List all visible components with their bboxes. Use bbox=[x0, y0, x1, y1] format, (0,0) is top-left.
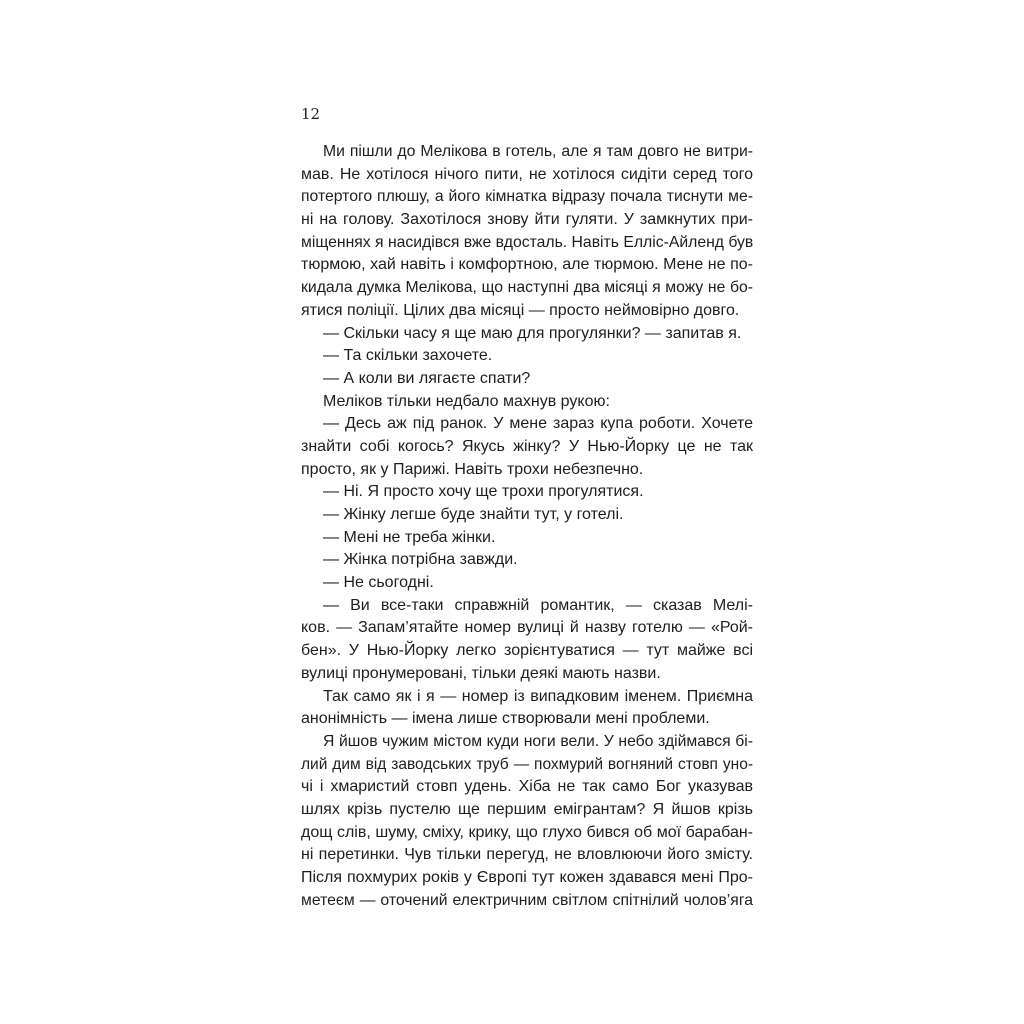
text-line: Меліков тільки недбало махнув рукою: bbox=[323, 392, 610, 410]
text-line: Так само як і я — номер із випадковим іменем. Приємна bbox=[323, 687, 753, 705]
text-line: Після похмурих років у Європі тут кожен здавався мені Про- bbox=[301, 869, 753, 886]
text-line: лий дим від заводських труб — похмурий вогняний стовп уно- bbox=[301, 755, 753, 773]
body-text bbox=[301, 141, 753, 912]
text-line: — Скільки часу я ще маю для прогулянки? — запитав я. bbox=[323, 324, 742, 342]
text-line: — Та скільки захочете. bbox=[323, 347, 493, 365]
text-line: бен». У Нью-Йорку легко зорієнтуватися — тут майже всі bbox=[301, 642, 753, 660]
text-line: — Жінка потрібна завжди. bbox=[323, 551, 518, 569]
text-line: просто, як у Парижі. Навіть трохи небезпечно. bbox=[301, 460, 644, 478]
text-line: Я йшов чужим містом куди ноги вели. У небо здіймався бі- bbox=[323, 732, 753, 750]
text-line: тюрмою, хай навіть і комфортною, але тюрмою. Мене не по- bbox=[301, 256, 753, 274]
text-line: міщеннях я насидівся вже вдосталь. Навіть Елліс-Айленд був bbox=[301, 233, 753, 251]
text-line: кидала думка Мелікова, що наступні два місяці я можу не бо- bbox=[301, 279, 753, 297]
text-line: ні на голову. Захотілося знову йти гуляти. У замкнутих при- bbox=[301, 211, 753, 229]
text-line: ятися поліції. Цілих два місяці — просто неймовірно довго. bbox=[301, 301, 740, 319]
text-line: — Не сьогодні. bbox=[323, 574, 434, 592]
text-line: ні перетинки. Чув тільки перегуд, не вловлюючи його змісту. bbox=[301, 846, 753, 864]
text-line: — Ні. Я просто хочу ще трохи прогулятися. bbox=[323, 483, 644, 501]
text-line: анонімність — імена лише створювали мені проблеми. bbox=[301, 710, 710, 728]
page-number: 12 bbox=[301, 105, 321, 123]
text-line: чі і хмаристий стовп удень. Хіба не так само Бог указував bbox=[301, 778, 753, 796]
text-line: потертого плюшу, а його кімнатка відразу почала тиснути ме- bbox=[301, 188, 753, 206]
text-line: — Жінку легше буде знайти тут, у готелі. bbox=[323, 506, 624, 523]
text-line: — Ви все-таки справжній романтик, — сказав Мелі- bbox=[323, 596, 753, 614]
text-line: — Мені не треба жінки. bbox=[323, 528, 496, 546]
text-line: — А коли ви лягаєте спати? bbox=[323, 369, 531, 387]
text-line: — Десь аж під ранок. У мене зараз купа роботи. Хочете bbox=[323, 415, 753, 433]
text-line: мав. Не хотілося нічого пити, не хотілося сидіти серед того bbox=[301, 165, 753, 183]
text-line: Ми пішли до Мелікова в готель, але я там довго не витри- bbox=[323, 143, 753, 160]
text-line: дощ слів, шуму, сміху, крику, що глухо бився об мої барабан- bbox=[301, 823, 753, 841]
text-line: метеєм — оточений електричним світлом спітнілий чолов’яга bbox=[301, 891, 753, 909]
text-line: шлях крізь пустелю ще першим емігрантам? Я йшов крізь bbox=[301, 800, 753, 818]
text-line: ков. — Запам’ятайте номер вулиці й назву готелю — «Рой- bbox=[301, 619, 753, 637]
text-line: вулиці пронумеровані, тільки деякі мають назви. bbox=[301, 664, 661, 682]
text-line: знайти собі когось? Якусь жінку? У Нью-Йорку це не так bbox=[301, 437, 753, 455]
